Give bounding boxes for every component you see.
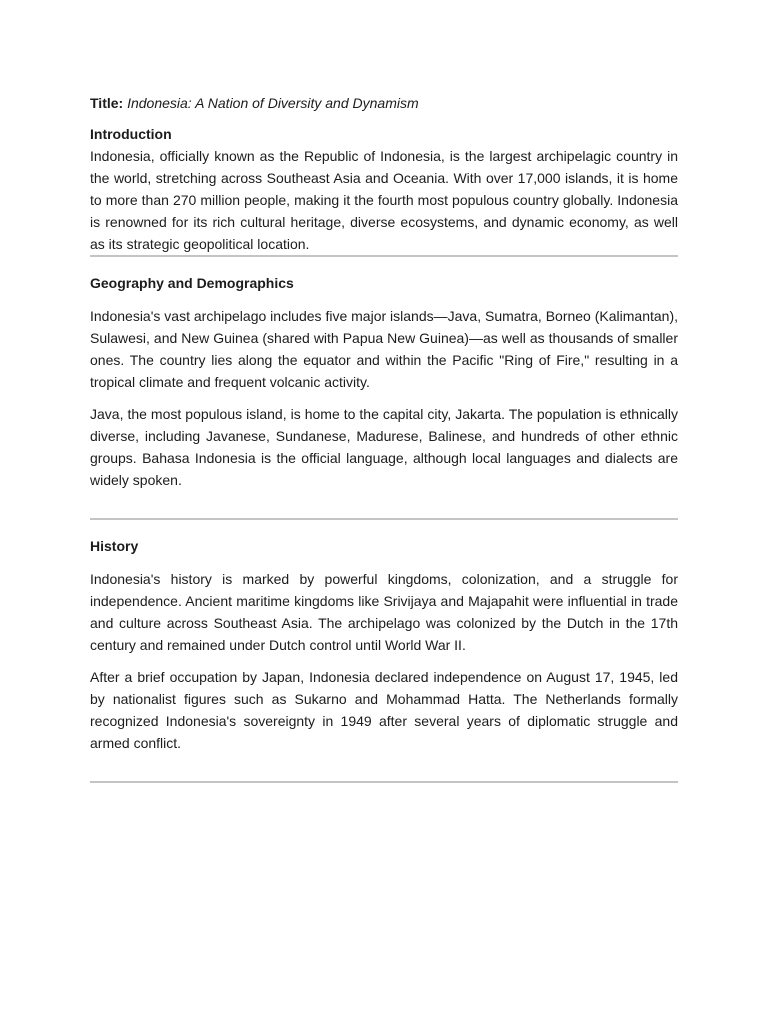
section-history bbox=[90, 520, 678, 781]
section-paragraph: Indonesia's history is marked by powerful kingdoms, colonization, and a struggle for independence. Ancient maritime kingdoms like Srivijaya and Majapahit were influential in trade and culture across Southeast Asia. The archipelago was colonized by the Dutch in the 17th century and remained under Dutch control until World War II. bbox=[90, 571, 678, 653]
section-paragraph: Indonesia's vast archipelago includes five major islands—Java, Sumatra, Borneo (Kalimantan), Sulawesi, and New Guinea (shared with Papua New Guinea)—as well as thousands of smaller ones. The country lies along the equator and within the Pacific "Ring of Fire," resulting in a tropical climate and frequent volcanic activity. bbox=[90, 308, 678, 390]
section-divider bbox=[90, 781, 678, 783]
title-label: Title: bbox=[90, 95, 124, 111]
introduction-heading: Introduction bbox=[90, 126, 172, 142]
section-paragraph: After a brief occupation by Japan, Indonesia declared independence on August 17, 1945, led by nationalist figures such as Sukarno and Mohammad Hatta. The Netherlands formally recognized Indonesia's sovereignty in 1949 after several years of diplomatic struggle and armed conflict. bbox=[90, 669, 678, 751]
title-text: Indonesia: A Nation of Diversity and Dynamism bbox=[127, 95, 419, 111]
document-title bbox=[90, 92, 678, 114]
section-paragraph: Java, the most populous island, is home to the capital city, Jakarta. The population is ethnically diverse, including Javanese, Sundanese, Madurese, Balinese, and hundreds of other ethnic groups. Bahasa Indonesia is the official language, although local languages and dialects are widely spoken. bbox=[90, 406, 678, 488]
document-page bbox=[90, 92, 678, 783]
introduction-paragraph: Indonesia, officially known as the Republic of Indonesia, is the largest archipelagic country in the world, stretching across Southeast Asia and Oceania. With over 17,000 islands, it is home to more than 270 million people, making it the fourth most populous country globally. Indonesia is renowned for its rich cultural heritage, diverse ecosystems, and dynamic economy, as well as its strategic geopolitical location. bbox=[90, 148, 678, 252]
section-heading: History bbox=[90, 538, 139, 554]
section-geography bbox=[90, 257, 678, 518]
section-heading: Geography and Demographics bbox=[90, 275, 294, 291]
